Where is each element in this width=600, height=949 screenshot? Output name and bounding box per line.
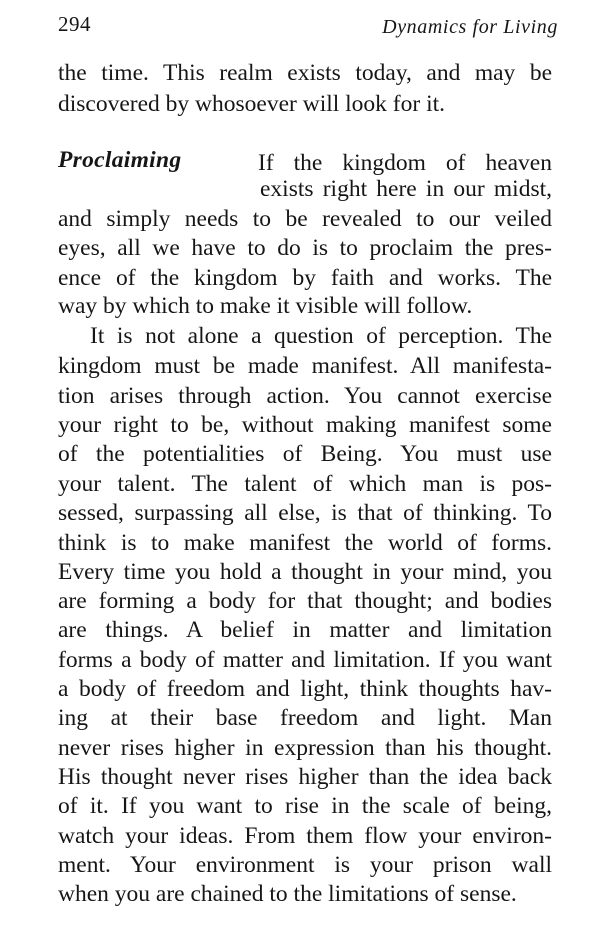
- text-line: of the potentialities of Being. You must use: [58, 441, 552, 467]
- text-line: sessed, surpassing all else, is that of thinking. To: [58, 500, 552, 526]
- running-head: [58, 12, 558, 42]
- text-line: and simply needs to be revealed to our veiled: [58, 206, 552, 232]
- text-line: watch your ideas. From them flow your environ-: [58, 823, 552, 849]
- text-line: ence of the kingdom by faith and works. The: [58, 265, 552, 291]
- page-number: 294: [58, 12, 91, 36]
- text-line: If the kingdom of heaven: [258, 150, 552, 176]
- section-heading: Proclaiming: [58, 147, 182, 173]
- text-line: ing at their base freedom and light. Man: [58, 705, 552, 731]
- text-line: of it. If you want to rise in the scale of being,: [58, 793, 552, 819]
- text-line: discovered by whosoever will look for it.: [58, 91, 446, 117]
- text-line: Every time you hold a thought in your mind, you: [58, 559, 552, 585]
- text-line: eyes, all we have to do is to proclaim the pres-: [58, 235, 552, 261]
- text-line: your talent. The talent of which man is pos-: [58, 471, 552, 497]
- text-line: ment. Your environment is your prison wall: [58, 852, 552, 878]
- text-line: way by which to make it visible will follow.: [58, 293, 473, 319]
- text-line: never rises higher in expression than his thought.: [58, 735, 552, 761]
- text-line: tion arises through action. You cannot exercise: [58, 383, 552, 409]
- text-line: when you are chained to the limitations of sense.: [58, 881, 517, 907]
- book-title: Dynamics for Living: [382, 16, 558, 38]
- text-line: think is to make manifest the world of forms.: [58, 530, 552, 556]
- text-line: your right to be, without making manifest some: [58, 412, 552, 438]
- text-line: the time. This realm exists today, and may be: [58, 60, 552, 86]
- text-line: are forming a body for that thought; and bodies: [58, 588, 552, 614]
- text-line: a body of freedom and light, think thoughts hav-: [58, 676, 552, 702]
- text-line: His thought never rises higher than the idea back: [58, 764, 552, 790]
- text-line: are things. A belief in matter and limitation: [58, 617, 552, 643]
- text-line: kingdom must be made manifest. All manifesta-: [58, 353, 552, 379]
- text-line: It is not alone a question of perception. The: [90, 323, 552, 349]
- text-line: forms a body of matter and limitation. If you want: [58, 647, 552, 673]
- text-line: exists right here in our midst,: [260, 176, 552, 202]
